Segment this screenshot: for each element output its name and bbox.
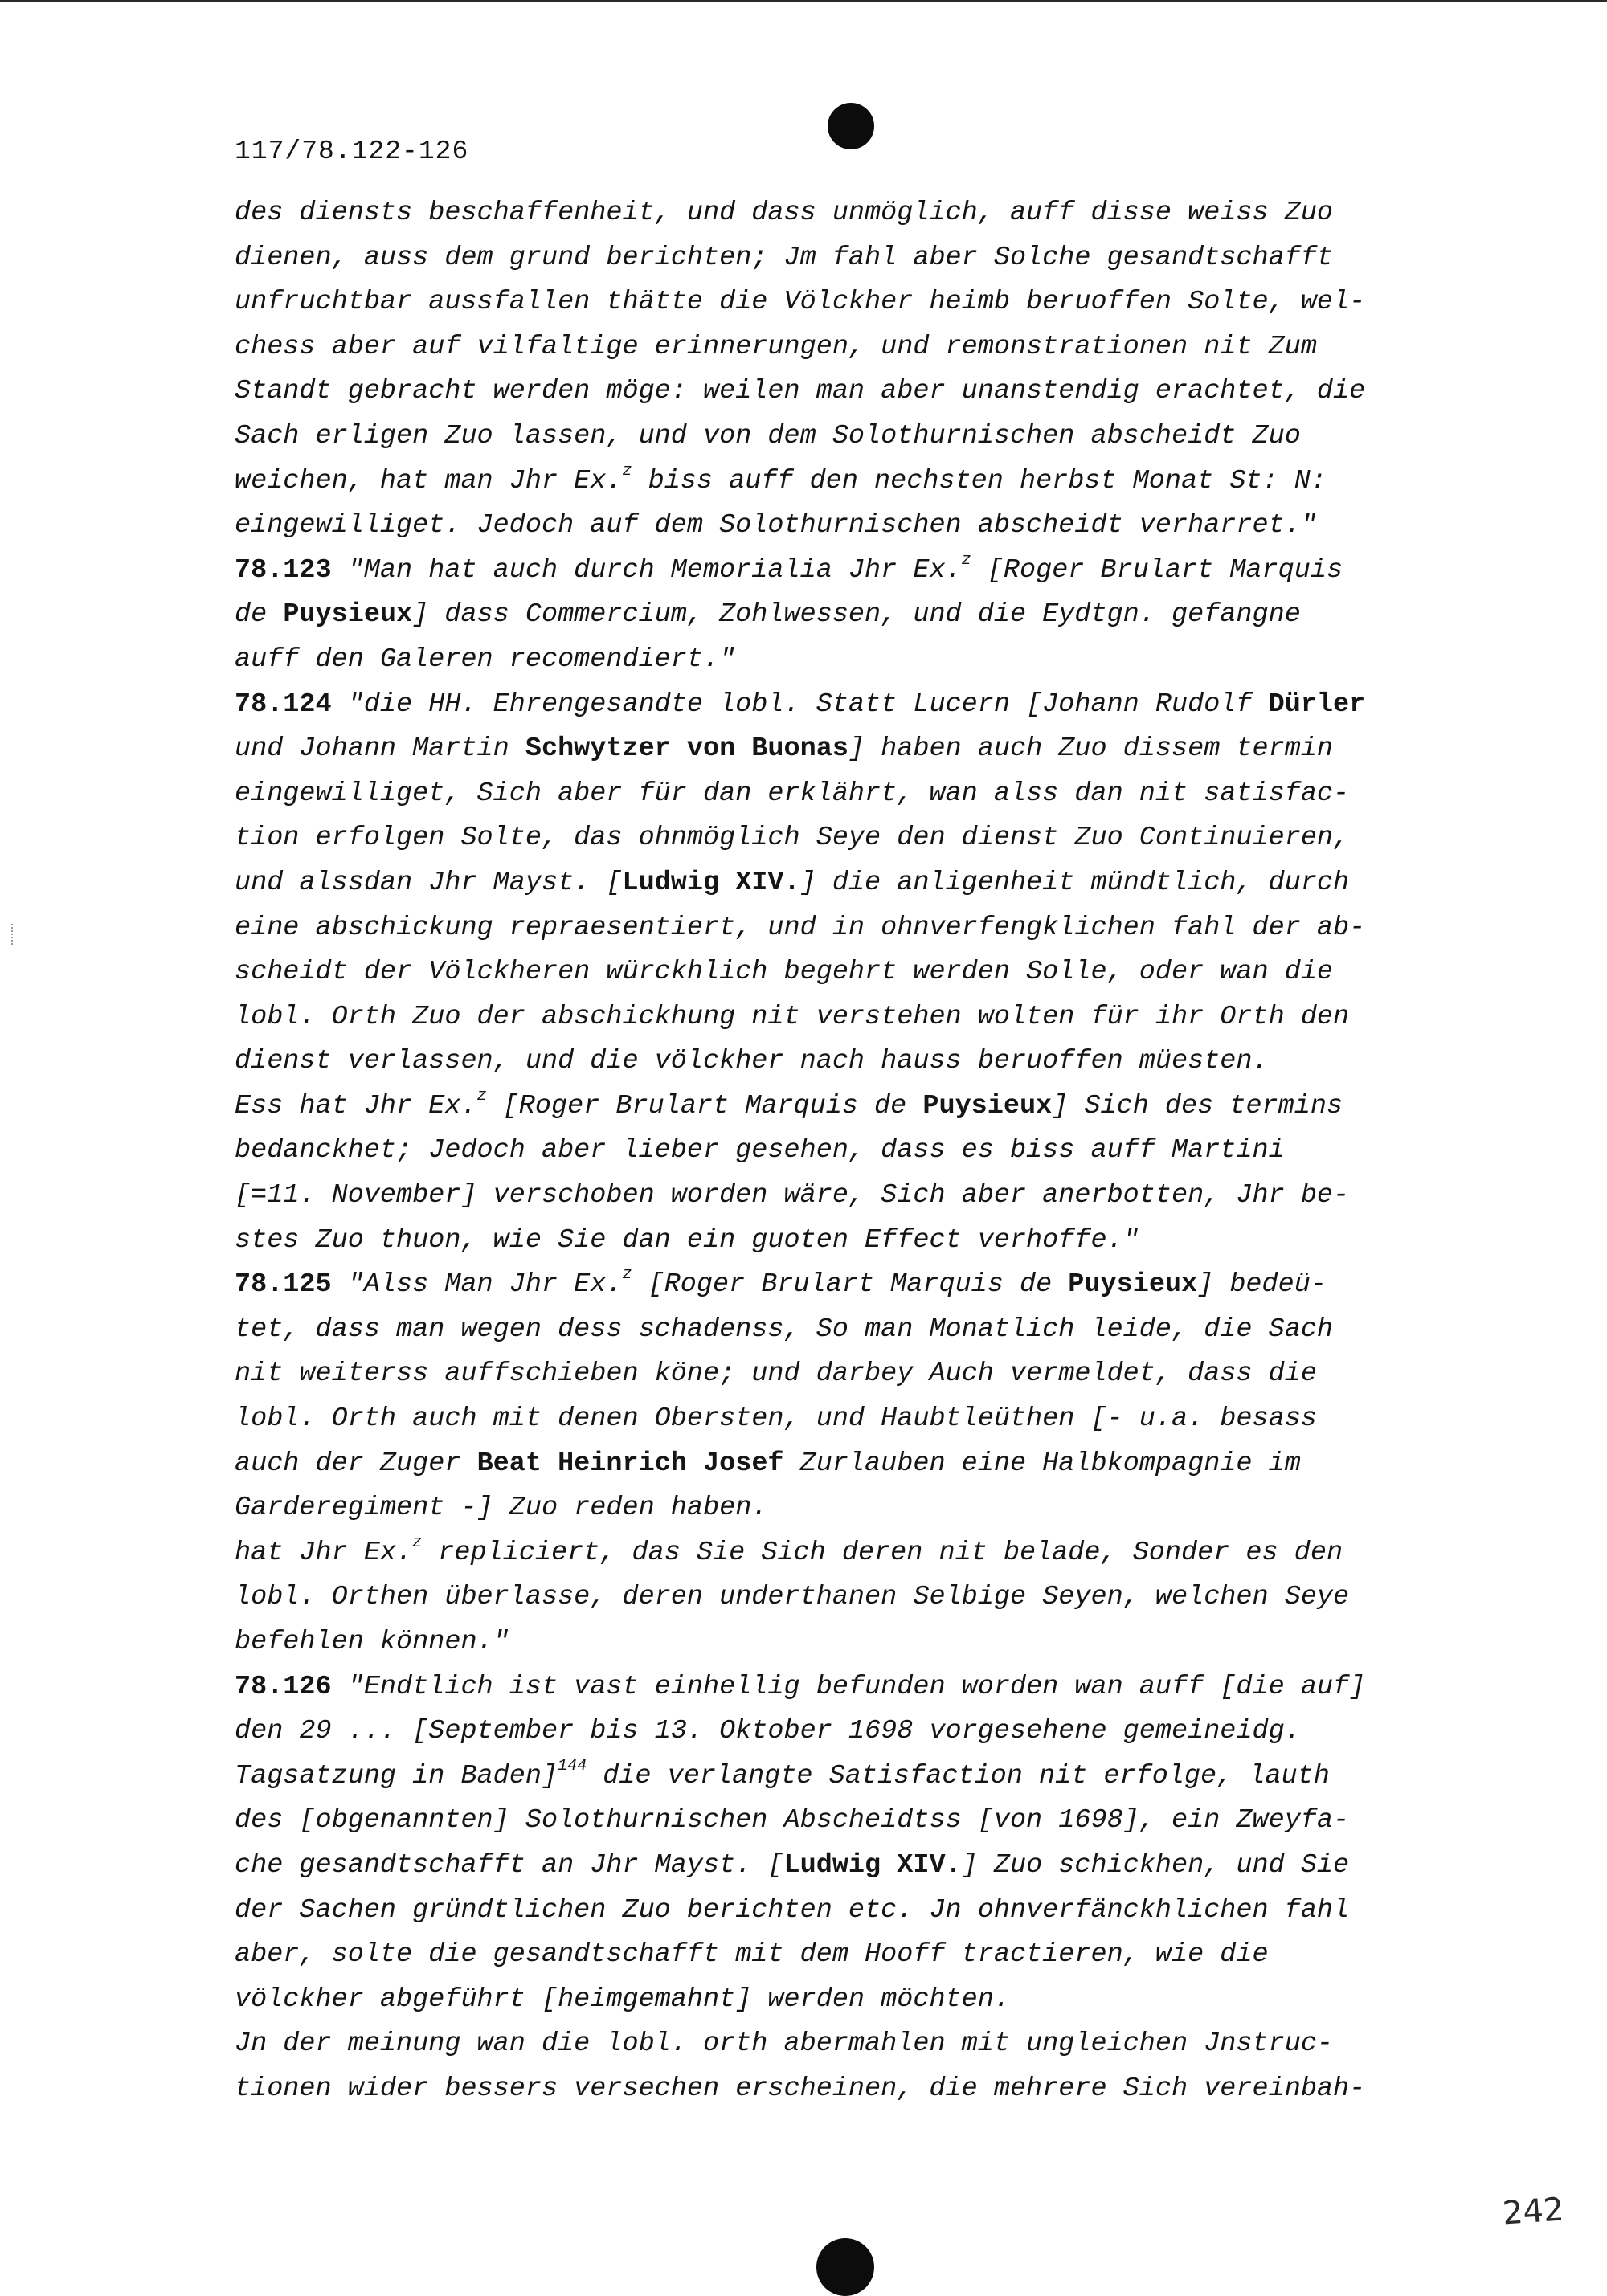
text-line [235,772,1552,817]
footnote-marker: z [476,1086,487,1105]
text-line [235,549,1552,594]
name-highlight: Ludwig XIV. [622,867,800,898]
text-segment: "Endtlich ist vast einhellig befunden worden wan auff [die auf] [331,1671,1366,1702]
footnote-marker: z [622,461,632,480]
text-segment: nit weiterss auffschieben köne; und darbey Auch vermeldet, dass die [235,1358,1317,1390]
name-highlight: Puysieux [922,1090,1053,1121]
text-segment: stes Zuo thuon, wie Sie dan ein guoten Effect verhoffe." [235,1224,1139,1256]
text-line [235,816,1552,861]
text-segment: auch der Zuger [235,1448,477,1479]
text-line [235,995,1552,1040]
text-segment: den 29 ... [September bis 13. Oktober 1698 vorgesehene gemeineidg. [235,1716,1301,1747]
text-segment: [Roger Brulart Marquis de [486,1090,923,1121]
punch-hole-bottom [816,2238,874,2296]
text-segment: aber, solte die gesandtschafft mit dem Hooff tractieren, wie die [235,1939,1269,1971]
footnote-marker: z [622,1265,632,1285]
text-segment: bedanckhet; Jedoch aber lieber gesehen, dass es biss auff Martini [235,1135,1285,1166]
text-line [235,1129,1552,1174]
name-highlight: Schwytzer von Buonas [525,733,848,765]
text-line [235,1978,1552,2023]
handwritten-page-number: 242 [1501,2191,1565,2233]
name-highlight: Puysieux [1068,1269,1198,1301]
text-line [235,1486,1552,1531]
text-segment: Zurlauben eine Halbkompagnie im [783,1448,1301,1479]
text-line [235,1531,1552,1576]
name-highlight: 78.125 [235,1269,332,1301]
punch-hole-top [828,103,874,149]
text-line [235,370,1552,415]
text-line [235,280,1552,325]
text-line [235,236,1552,281]
text-segment: lobl. Orthen überlasse, deren underthanen Selbige Seyen, welchen Seye [235,1582,1350,1613]
text-line [235,1933,1552,1978]
text-segment: die verlangte Satisfaction nit erfolge, lauth [587,1760,1330,1791]
text-line [235,1442,1552,1487]
text-line [235,415,1552,460]
text-line [235,593,1552,638]
text-line [235,683,1552,728]
text-line [235,460,1552,505]
text-line [235,861,1552,906]
text-segment: [Roger Brulart Marquis de [632,1269,1069,1301]
text-line [235,1755,1552,1800]
text-segment: unfruchtbar aussfallen thätte die Völckher heimb beruoffen Solte, wel- [235,287,1366,318]
text-segment: che gesandtschafft an Jhr Mayst. [ [235,1849,784,1881]
name-highlight: 78.126 [235,1671,332,1702]
text-segment: lobl. Orth auch mit denen Obersten, und Haubtleüthen [- u.a. besass [235,1403,1317,1435]
text-segment: ] Sich des termins [1052,1090,1343,1121]
text-line [235,1665,1552,1710]
text-segment: chess aber auf vilfaltige erinnerungen, und remonstrationen nit Zum [235,331,1317,362]
text-line [235,1219,1552,1264]
text-segment: und alssdan Jhr Mayst. [ [235,867,623,898]
text-segment: de [235,599,284,631]
name-highlight: Beat Heinrich Josef [476,1448,784,1479]
text-segment: des diensts beschaffenheit, und dass unmöglich, auff disse weiss Zuo [235,198,1334,228]
name-highlight: Puysieux [283,599,413,631]
text-segment: dienen, auss dem grund berichten; Jm fahl aber Solche gesandtschafft [235,242,1334,273]
text-segment: Tagsatzung in Baden] [235,1760,558,1791]
text-segment: Garderegiment -] Zuo reden haben. [235,1493,768,1524]
text-segment: scheidt der Völckheren würckhlich begehrt werden Solle, oder wan die [235,957,1334,988]
text-line [235,1040,1552,1085]
text-segment: Sach erligen Zuo lassen, und von dem Solothurnischen abscheidt Zuo [235,420,1301,451]
text-segment: "Man hat auch durch Memorialia Jhr Ex. [331,554,962,586]
text-segment: ] haben auch Zuo dissem termin [848,733,1334,765]
text-line [235,1174,1552,1219]
text-segment: Ess hat Jhr Ex. [235,1090,477,1121]
text-segment: des [obgenannten] Solothurnischen Abscheidtss [von 1698], ein Zweyfa- [235,1805,1350,1836]
text-segment: tion erfolgen Solte, das ohnmöglich Seye den dienst Zuo Continuieren, [235,823,1350,854]
text-segment: eine abschickung repraesentiert, und in ohnverfengklichen fahl der ab- [235,912,1366,943]
text-line [235,1620,1552,1665]
footnote-marker: z [961,550,971,570]
text-line [235,1085,1552,1130]
text-segment: dienst verlassen, und die völckher nach hauss beruoffen müesten. [235,1046,1269,1077]
text-line [235,191,1552,236]
page-top-edge [0,0,1607,2]
text-segment: ] Zuo schickhen, und Sie [961,1849,1350,1881]
footnote-marker: 144 [558,1756,587,1775]
name-highlight: 78.123 [235,554,332,586]
document-reference: 117/78.122-126 [235,137,469,166]
text-segment: ] dass Commercium, Zohlwessen, und die Eydtgn. gefangne [412,599,1301,631]
text-segment: weichen, hat man Jhr Ex. [235,465,623,496]
text-line [235,638,1552,683]
text-segment: völckher abgeführt [heimgemahnt] werden möchten. [235,1983,1010,2015]
text-segment: hat Jhr Ex. [235,1537,413,1568]
text-segment: repliciert, das Sie Sich deren nit belade, Sonder es den [422,1537,1343,1568]
name-highlight: Ludwig XIV. [783,1849,962,1881]
text-line [235,1710,1552,1755]
text-line [235,1844,1552,1889]
text-line [235,1575,1552,1620]
text-line [235,1308,1552,1353]
text-segment: ] die anligenheit mündtlich, durch [799,867,1350,898]
text-line [235,2067,1552,2112]
text-segment: [Roger Brulart Marquis [971,554,1343,586]
text-segment: eingewilliget. Jedoch auf dem Solothurnischen abscheidt verharret." [235,510,1317,541]
text-segment: Jn der meinung wan die lobl. orth abermahlen mit ungleichen Jnstruc- [235,2028,1334,2060]
text-segment: Standt gebracht werden möge: weilen man aber unanstendig erachtet, die [235,376,1366,407]
text-segment: eingewilliget, Sich aber für dan erklährt, wan alss dan nit satisfac- [235,778,1350,809]
text-line [235,1799,1552,1844]
margin-mark [11,924,15,945]
text-segment: biss auff den nechsten herbst Monat St: N: [632,465,1327,496]
text-segment: "die HH. Ehrengesandte lobl. Statt Lucern [Johann Rudolf [331,688,1269,720]
footnote-marker: z [412,1533,423,1552]
text-segment: lobl. Orth Zuo der abschickhung nit verstehen wolten für ihr Orth den [235,1001,1350,1032]
name-highlight: 78.124 [235,688,332,720]
text-line [235,727,1552,772]
text-line [235,950,1552,995]
document-body [235,191,1552,2112]
text-segment: "Alss Man Jhr Ex. [331,1269,623,1301]
text-line [235,906,1552,951]
text-segment: auff den Galeren recomendiert." [235,643,736,675]
text-line [235,1397,1552,1442]
text-line [235,504,1552,549]
text-line [235,325,1552,370]
text-segment: tionen wider bessers versechen erscheinen, die mehrere Sich vereinbah- [235,2073,1366,2104]
text-segment: [=11. November] verschoben worden wäre, Sich aber anerbotten, Jhr be- [235,1180,1350,1211]
text-segment: der Sachen gründtlichen Zuo berichten etc. Jn ohnverfänckhlichen fahl [235,1894,1350,1926]
text-line [235,1352,1552,1397]
text-line [235,2022,1552,2067]
text-segment: und Johann Martin [235,733,525,765]
name-highlight: Dürler [1268,688,1366,720]
text-segment: befehlen können." [235,1627,509,1657]
text-segment: ] bedeü- [1197,1269,1327,1301]
text-segment: tet, dass man wegen dess schadenss, So man Monatlich leide, die Sach [235,1313,1334,1345]
text-line [235,1889,1552,1934]
text-line [235,1263,1552,1308]
